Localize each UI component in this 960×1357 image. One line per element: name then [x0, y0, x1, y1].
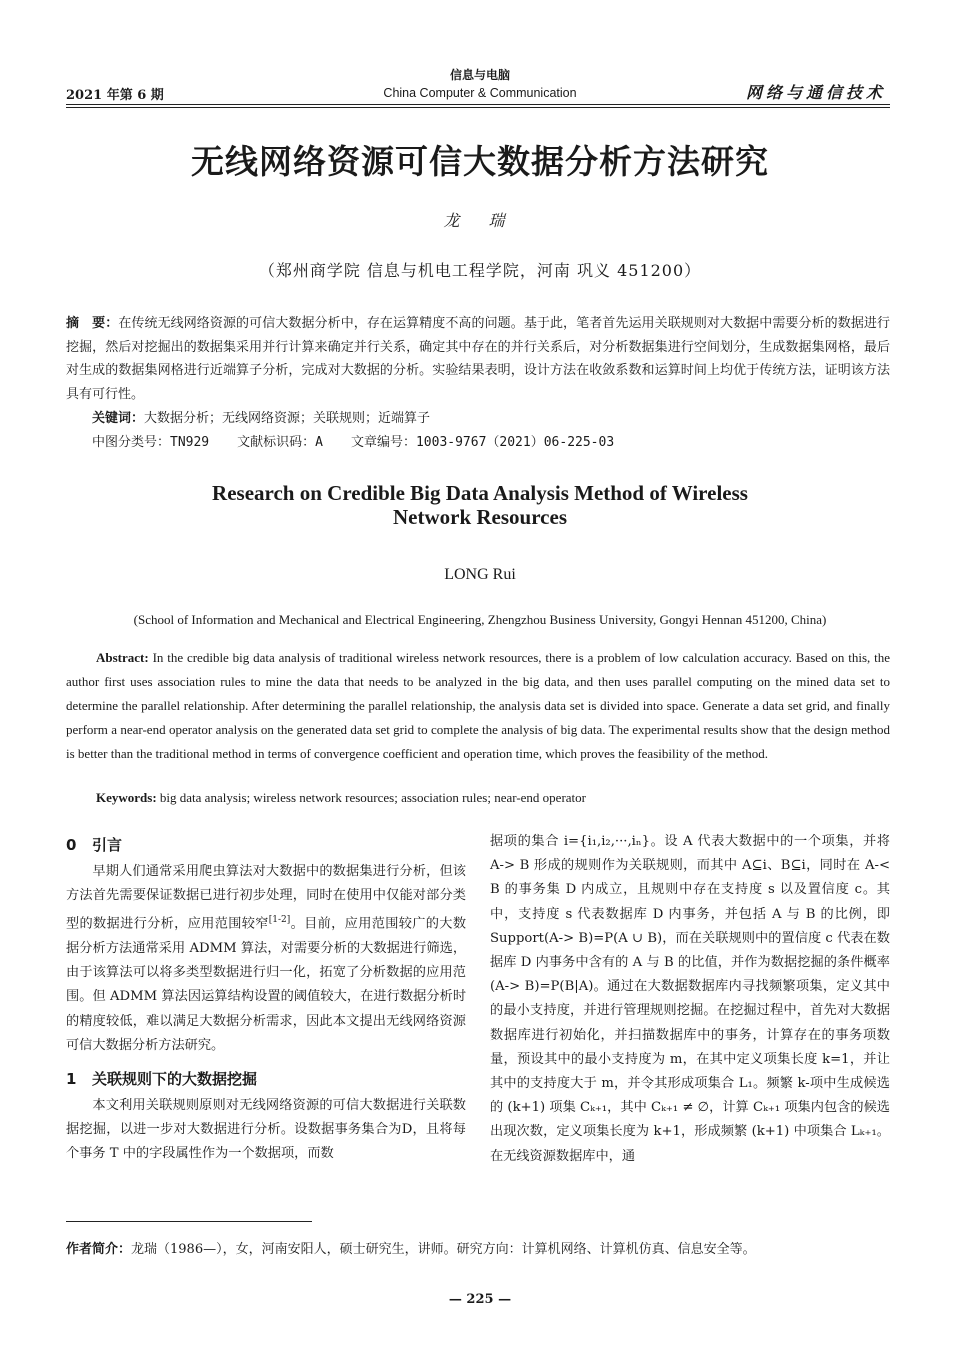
keywords-cn-text: 大数据分析；无线网络资源；关联规则；近端算子	[144, 411, 431, 426]
journal-name-en: China Computer & Communication	[383, 86, 577, 100]
paper-title-en	[0, 481, 960, 529]
section-1-heading	[66, 1064, 466, 1094]
section-1-number: 1	[66, 1070, 77, 1089]
right-column-paragraph: 据项的集合 i={i₁,i₂,···,iₙ}。设 A 代表大数据中的一个项集，并将 A-> B 形成的规则作为关联规则，而其中 A⊆i、B⊆i，同时在 A-< B 的事务集 D 内成立，且规则中存在支持度 s 以及置信度 c。其中，支持度 s 代表数据库 D 内事务，并包括 A 与 B 的比例，即 Support(A-> B)=P(A ∪ B)，而在关联规则中的置信度 c 代表在数据库 D 内事务中含有的 A 与 B 的比值，并作为数据挖掘的条件概率 (A-> B)=P(B|A)。通过在大数据数据库内寻找频繁项集，定义其中的最小支持度，并进行管理规则挖掘。在挖掘过程中，首先对大数据数据库进行初始化，并扫描数据库中的事务，计算存在的事务项数量，预设其中的最小支持度为 m，在其中定义项集长度 k=1，并让其中的支持度大于 m，并令其形成项集合 L₁。频繁 k-项中生成候选的 (k+1) 项集 Cₖ₊₁，其中 Cₖ₊₁ ≠ ∅，计算 Cₖ₊₁ 项集内包含的候选出现次数，定义项集长度为 k+1，形成频繁 (k+1) 中项集合 Lₖ₊₁。在无线资源数据库中，通	[490, 834, 890, 1164]
footnote-rule	[66, 1221, 312, 1222]
keywords-cn-label: 关键词：	[92, 411, 145, 426]
article-number: 文章编号：1003-9767（2021）06-225-03	[350, 435, 615, 450]
abstract-cn-label: 摘 要：	[66, 316, 119, 331]
abstract-en-text: In the credible big data analysis of traditional wireless network resources, there is a problem of low calculation accuracy. Based on this, the author first uses association rules to mine the data that needs to be analyzed in the big data, and then uses parallel computing on the mined data set to determine the parallel relationship. After determining the parallel relationship, the analysis data set is divided into space. Generate a data set grid, and finally perform a near-end operator analysis on the generated data set grid to complete the analysis of big data. The experimental results show that the design method is better than the traditional method in terms of convergence coefficient and operation time, which proves the feasibility of the method.	[66, 650, 890, 761]
classification-line	[92, 431, 614, 450]
abstract-en	[66, 646, 890, 766]
keywords-en-label: Keywords:	[96, 790, 157, 805]
header-rule-thin	[66, 107, 890, 108]
section-0-text-a: 早期人们通常采用爬虫算法对大数据中的数据集进行分析，但该方法首先需要保证数据已进行初步处理，同时在使用中仅能对部分类型的数据进行分析，应用范围较窄	[66, 864, 466, 932]
section-1-paragraph: 本文利用关联规则原则对无线网络资源的可信大数据进行关联数据挖掘，以进一步对大数据进行分析。设数据事务集合为D，且将每个事务 T 中的字段属性作为一个数据项，而数	[66, 1098, 466, 1162]
section-label: 网络与通信技术	[745, 83, 886, 102]
header-rule	[66, 104, 890, 105]
paper-title-en-line1: Research on Credible Big Data Analysis Method of Wireless	[212, 481, 748, 505]
clc-number: 中图分类号：TN929	[92, 435, 210, 450]
body-left-column	[66, 830, 466, 1167]
author-cn: 龙 瑞	[443, 211, 517, 230]
issue-label: 2021 年第 6 期	[66, 88, 164, 103]
section-0-heading	[66, 830, 466, 860]
author-bio-footnote	[66, 1238, 756, 1257]
section-0-number: 0	[66, 836, 77, 854]
affiliation-en: (School of Information and Mechanical and Electrical Engineering, Zhengzhou Business University, Gongyi Hennan 451200, China)	[133, 612, 827, 627]
keywords-en-text: big data analysis; wireless network resources; association rules; near-end operator	[159, 790, 586, 805]
affiliation-cn: （郑州商学院 信息与机电工程学院，河南 巩义 451200）	[258, 261, 702, 280]
paper-title-en-line2: Network Resources	[393, 505, 567, 529]
section-0-title: 引言	[92, 836, 123, 854]
keywords-cn	[92, 407, 430, 426]
keywords-en	[96, 790, 586, 806]
abstract-cn	[66, 312, 890, 406]
abstract-en-label: Abstract:	[96, 650, 149, 665]
journal-name-cn: 信息与电脑	[449, 68, 510, 82]
footnote-text: 龙瑞（1986—），女，河南安阳人，硕士研究生，讲师。研究方向：计算机网络、计算机仿真、信息安全等。	[131, 1242, 756, 1257]
section-0-text-b: 。目前，应用范围较广的大数据分析方法通常采用 ADMM 算法，对需要分析的大数据进行筛选，由于该算法可以将多类型数据进行归一化，拓宽了分析数据的应用范围。但 ADMM 算法因运算结构设置的阈值较大，在进行数据分析时的精度较低，难以满足大数据分析需求，因此本文提出无线网络资源可信大数据分析方法研究。	[66, 916, 467, 1053]
abstract-cn-text: 在传统无线网络资源的可信大数据分析中，存在运算精度不高的问题。基于此，笔者首先运用关联规则对大数据中需要分析的数据进行挖掘，然后对挖掘出的数据集采用并行计算来确定并行关系，确定其中存在的并行关系后，对分析数据集进行空间划分，生成数据集网格，最后对生成的数据集网格进行近端算子分析，完成对大数据的分析。实验结果表明，设计方法在收敛系数和运算时间上均优于传统方法，证明该方法具有可行性。	[66, 316, 890, 402]
section-0-paragraph	[66, 860, 466, 1058]
document-code: 文献标识码：A	[237, 435, 323, 450]
paper-title-cn: 无线网络资源可信大数据分析方法研究	[191, 142, 769, 181]
author-en: LONG Rui	[444, 566, 516, 583]
body-right-column	[490, 830, 890, 1169]
citation-ref: [1-2]	[268, 915, 291, 926]
journal-name	[360, 66, 600, 102]
footnote-label: 作者简介：	[66, 1242, 132, 1257]
section-1-title: 关联规则下的大数据挖掘	[92, 1070, 258, 1089]
page-number: — 225 —	[448, 1292, 512, 1307]
